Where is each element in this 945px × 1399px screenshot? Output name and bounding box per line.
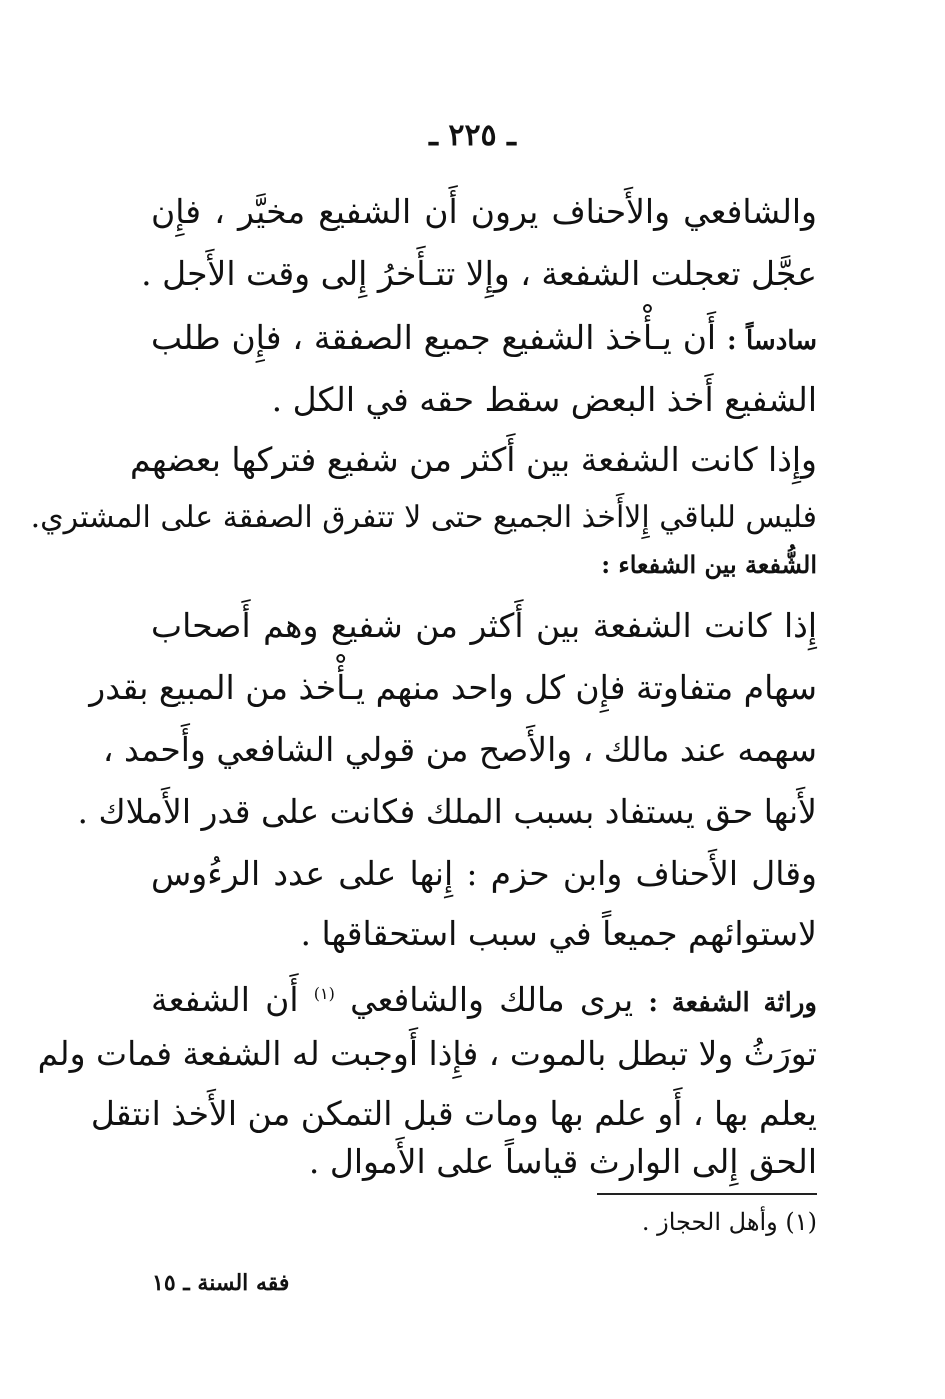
text-line: إِذا كانت الشفعة بين أَكثر من شفيع وهم أَصحاب	[151, 606, 817, 645]
text-line: سهام متفاوتة فإِن كل واحد منهم يـأْخذ من المبيع بقدر	[89, 668, 817, 707]
page-number: ـ ٢٢٥ ـ	[429, 118, 516, 153]
text-line: عجَّل تعجلت الشفعة ، وإِلا تتـأَخرُ إِلى وقت الأَجل .	[141, 254, 817, 293]
text-line: لأَنها حق يستفاد بسبب الملك فكانت على قدر الأَملاك .	[77, 792, 817, 831]
text-line: تورَثُ ولا تبطل بالموت ، فإِذا أَوجبت له الشفعة فمات ولم	[37, 1034, 817, 1073]
text-segment: أَن يـأْخذ الشفيع جميع الصفقة ، فإِن طلب	[151, 318, 717, 357]
text-line: وقال الأَحناف وابن حزم : إِنها على عدد الرءُوس	[151, 854, 817, 893]
text-segment: أَن الشفعة	[151, 980, 299, 1019]
text-line: وإِذا كانت الشفعة بين أَكثر من شفيع فتركها بعضهم	[130, 440, 817, 479]
text-line: الحق إِلى الوارث قياساً على الأَموال .	[308, 1142, 817, 1181]
text-line: فليس للباقي إِلاأَخذ الجميع حتى لا تتفرق الصفقة على المشتري.	[30, 500, 817, 535]
text-line	[151, 972, 817, 1025]
footnote: (١) وأهل الحجاز .	[641, 1208, 817, 1236]
section-heading: الشُّفعة بين الشفعاء :	[601, 550, 817, 579]
text-line: والشافعي والأَحناف يرون أَن الشفيع مخيَّر ، فإِن	[151, 192, 817, 231]
footnote-reference: (١)	[313, 984, 335, 1003]
text-line: لاستوائهم جميعاً في سبب استحقاقها .	[300, 914, 817, 953]
footnote-separator	[597, 1193, 817, 1195]
text-segment: يرى مالك والشافعي	[350, 980, 634, 1019]
paragraph-lead: وراثة الشفعة :	[648, 988, 817, 1018]
text-line: يعلم بها ، أَو علم بها ومات قبل التمكن من الأَخذ انتقل	[90, 1094, 817, 1133]
book-signature: فقه السنة ـ ١٥	[152, 1270, 290, 1296]
text-line	[151, 316, 817, 363]
paragraph-lead: سادساً :	[726, 326, 817, 356]
text-line: الشفيع أَخذ البعض سقط حقه في الكل .	[271, 380, 817, 419]
text-line: سهمه عند مالك ، والأَصح من قولي الشافعي وأَحمد ،	[102, 730, 817, 769]
